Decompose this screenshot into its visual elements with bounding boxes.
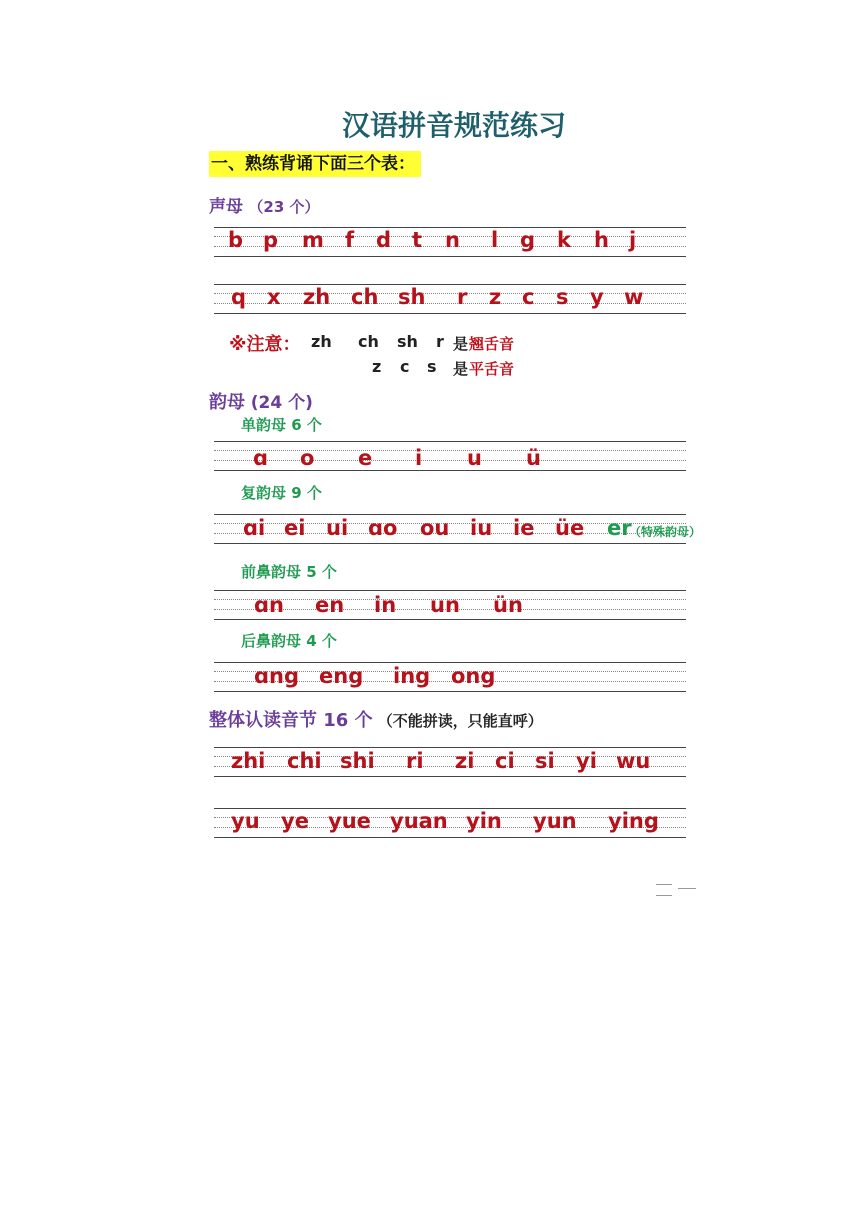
dan-yunmu-label: 单韵母 6 个 (241, 416, 322, 434)
yunmu-letter: ü (526, 446, 541, 470)
yunmu-letter: e (358, 446, 373, 470)
note-consonant: s (427, 357, 437, 376)
syllable: ci (495, 749, 515, 773)
shengmu-letter: g (520, 228, 536, 252)
yunmu-letter: en (315, 593, 345, 617)
note-consonant: r (436, 332, 444, 351)
yunmu-letter: u (467, 446, 482, 470)
note-consonant: ch (358, 332, 379, 351)
fu-yunmu-label: 复韵母 9 个 (241, 484, 322, 502)
syllable: zi (455, 749, 475, 773)
yunmu-letter: ing (393, 664, 431, 688)
syllable: yun (533, 809, 577, 833)
syllable: ri (406, 749, 424, 773)
syllable: ying (608, 809, 659, 833)
shengmu-letter: b (228, 228, 244, 252)
shengmu-letter: s (556, 285, 569, 309)
note-is: 是 (453, 335, 469, 353)
syllable: yi (576, 749, 597, 773)
shengmu-letter: f (345, 228, 355, 252)
shengmu-label: 声母 (209, 197, 243, 217)
shengmu-letter: m (302, 228, 324, 252)
yunmu-count: (24 个) (250, 393, 313, 413)
yunmu-letter: ɑi (243, 516, 266, 540)
note-type-retroflex: 翘舌音 (469, 335, 515, 353)
shengmu-letter: h (594, 228, 609, 252)
yunmu-letter: ou (420, 516, 450, 540)
ruled-line-shengmu-2 (214, 284, 686, 314)
page-title: 汉语拼音规范练习 (341, 109, 566, 142)
syllable: zhi (231, 749, 266, 773)
shengmu-letter: z (489, 285, 502, 309)
shengmu-letter: r (457, 285, 468, 309)
ruled-line-dan (214, 441, 686, 471)
syllable: yuan (390, 809, 448, 833)
yunmu-letter: ɑ (253, 446, 269, 470)
yunmu-label: 韵母 (209, 392, 245, 413)
qian-yunmu-label: 前鼻韵母 5 个 (241, 563, 337, 581)
shengmu-letter: t (412, 228, 423, 252)
shengmu-letter: sh (398, 285, 426, 309)
zhengti-note: （不能拼读，只能直呼） (377, 712, 543, 730)
syllable: yin (466, 809, 502, 833)
shengmu-letter: l (491, 228, 499, 252)
shengmu-letter: k (557, 228, 571, 252)
yunmu-letter: eng (319, 664, 364, 688)
shengmu-letter: ch (351, 285, 379, 309)
syllable: chi (287, 749, 322, 773)
syllable: yu (231, 809, 260, 833)
shengmu-heading (209, 192, 320, 217)
yunmu-heading (209, 388, 313, 414)
yunmu-letter: üe (555, 516, 585, 540)
note-consonant: sh (397, 332, 418, 351)
shengmu-letter: w (624, 285, 644, 309)
note-consonant: zh (311, 332, 332, 351)
yunmu-letter: ɑn (254, 593, 284, 617)
zhengti-label: 整体认读音节 16 个 (209, 710, 373, 731)
er-note: （特殊韵母） (629, 525, 702, 539)
note-type-flat: 平舌音 (469, 360, 515, 378)
shengmu-letter: q (231, 285, 247, 309)
syllable: shi (340, 749, 375, 773)
zhengti-heading (209, 706, 543, 732)
shengmu-letter: x (267, 285, 281, 309)
syllable: si (535, 749, 555, 773)
shengmu-letter: j (629, 228, 637, 252)
shengmu-letter: p (263, 228, 279, 252)
syllable: wu (616, 749, 651, 773)
yunmu-letter: ei (284, 516, 306, 540)
shengmu-letter: n (445, 228, 460, 252)
yunmu-letter: ɑo (368, 516, 398, 540)
shengmu-letter: y (590, 285, 604, 309)
yunmu-letter: ie (513, 516, 535, 540)
note-mark: ※注意： (229, 334, 301, 355)
yunmu-letter: ɑng (254, 664, 300, 688)
syllable: ye (281, 809, 309, 833)
shengmu-letter: c (522, 285, 535, 309)
shengmu-letter: d (376, 228, 392, 252)
yunmu-letter: ui (326, 516, 349, 540)
note-is: 是 (453, 360, 469, 378)
shengmu-count: （23 个） (248, 198, 320, 216)
yunmu-letter: o (300, 446, 315, 470)
yunmu-letter: ong (451, 664, 496, 688)
yunmu-letter: iu (470, 516, 493, 540)
note-consonant: z (372, 357, 382, 376)
er-special: er (607, 516, 632, 540)
hou-yunmu-label: 后鼻韵母 4 个 (241, 632, 337, 650)
note-consonant: c (400, 357, 410, 376)
yunmu-letter: un (430, 593, 460, 617)
yunmu-letter: ün (493, 593, 523, 617)
section-heading-1: 一、熟练背诵下面三个表： (209, 151, 421, 177)
syllable: yue (328, 809, 371, 833)
shengmu-letter: zh (303, 285, 331, 309)
yunmu-letter: i (415, 446, 423, 470)
scan-mark (656, 884, 696, 896)
yunmu-letter: in (374, 593, 397, 617)
